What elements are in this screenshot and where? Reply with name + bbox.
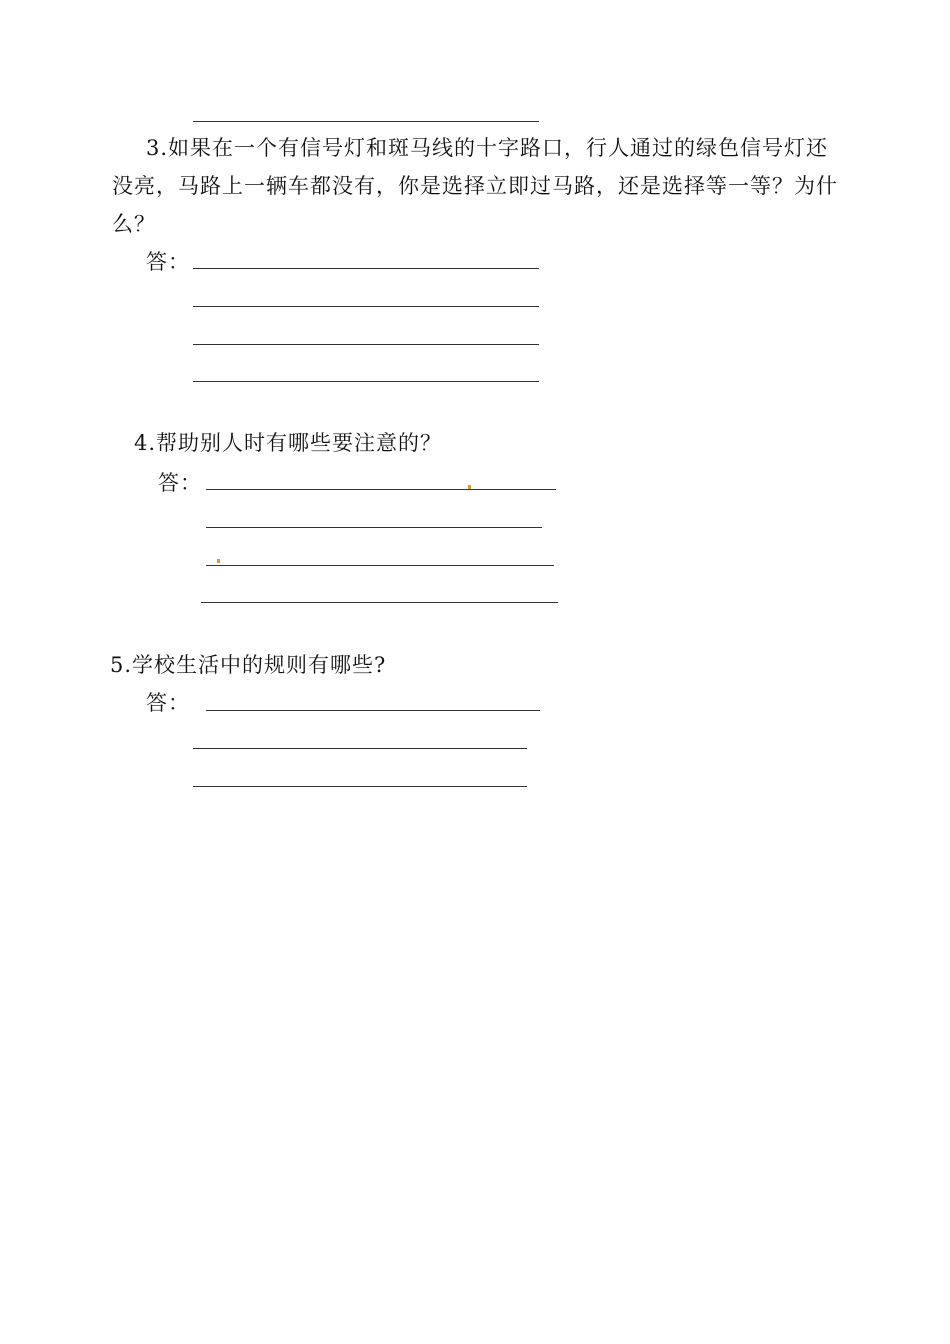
answer-line[interactable] — [206, 710, 540, 711]
answer-line[interactable] — [193, 344, 539, 345]
answer-line[interactable] — [201, 602, 558, 603]
answer-line[interactable] — [193, 381, 539, 382]
stray-mark — [468, 485, 471, 489]
answer-line[interactable] — [193, 268, 539, 269]
answer-label: 答： — [146, 691, 190, 715]
answer-line[interactable] — [206, 527, 542, 528]
answer-line[interactable] — [193, 748, 527, 749]
stray-mark — [217, 559, 220, 563]
answer-label: 答： — [158, 471, 202, 495]
answer-line — [193, 121, 539, 122]
answer-line[interactable] — [193, 786, 527, 787]
answer-line[interactable] — [206, 565, 554, 566]
question-5-text: 5.学校生活中的规则有哪些? — [110, 653, 387, 677]
question-3-text: 3.如果在一个有信号灯和斑马线的十字路口，行人通过的绿色信号灯还没亮，马路上一辆车都没有，你是选择立即过马路，还是选择等一等？为什么？ — [112, 136, 838, 236]
answer-label: 答： — [146, 250, 190, 274]
answer-line[interactable] — [206, 489, 556, 490]
answer-line[interactable] — [193, 306, 539, 307]
question-4-text: 4.帮助别人时有哪些要注意的？ — [134, 431, 443, 455]
